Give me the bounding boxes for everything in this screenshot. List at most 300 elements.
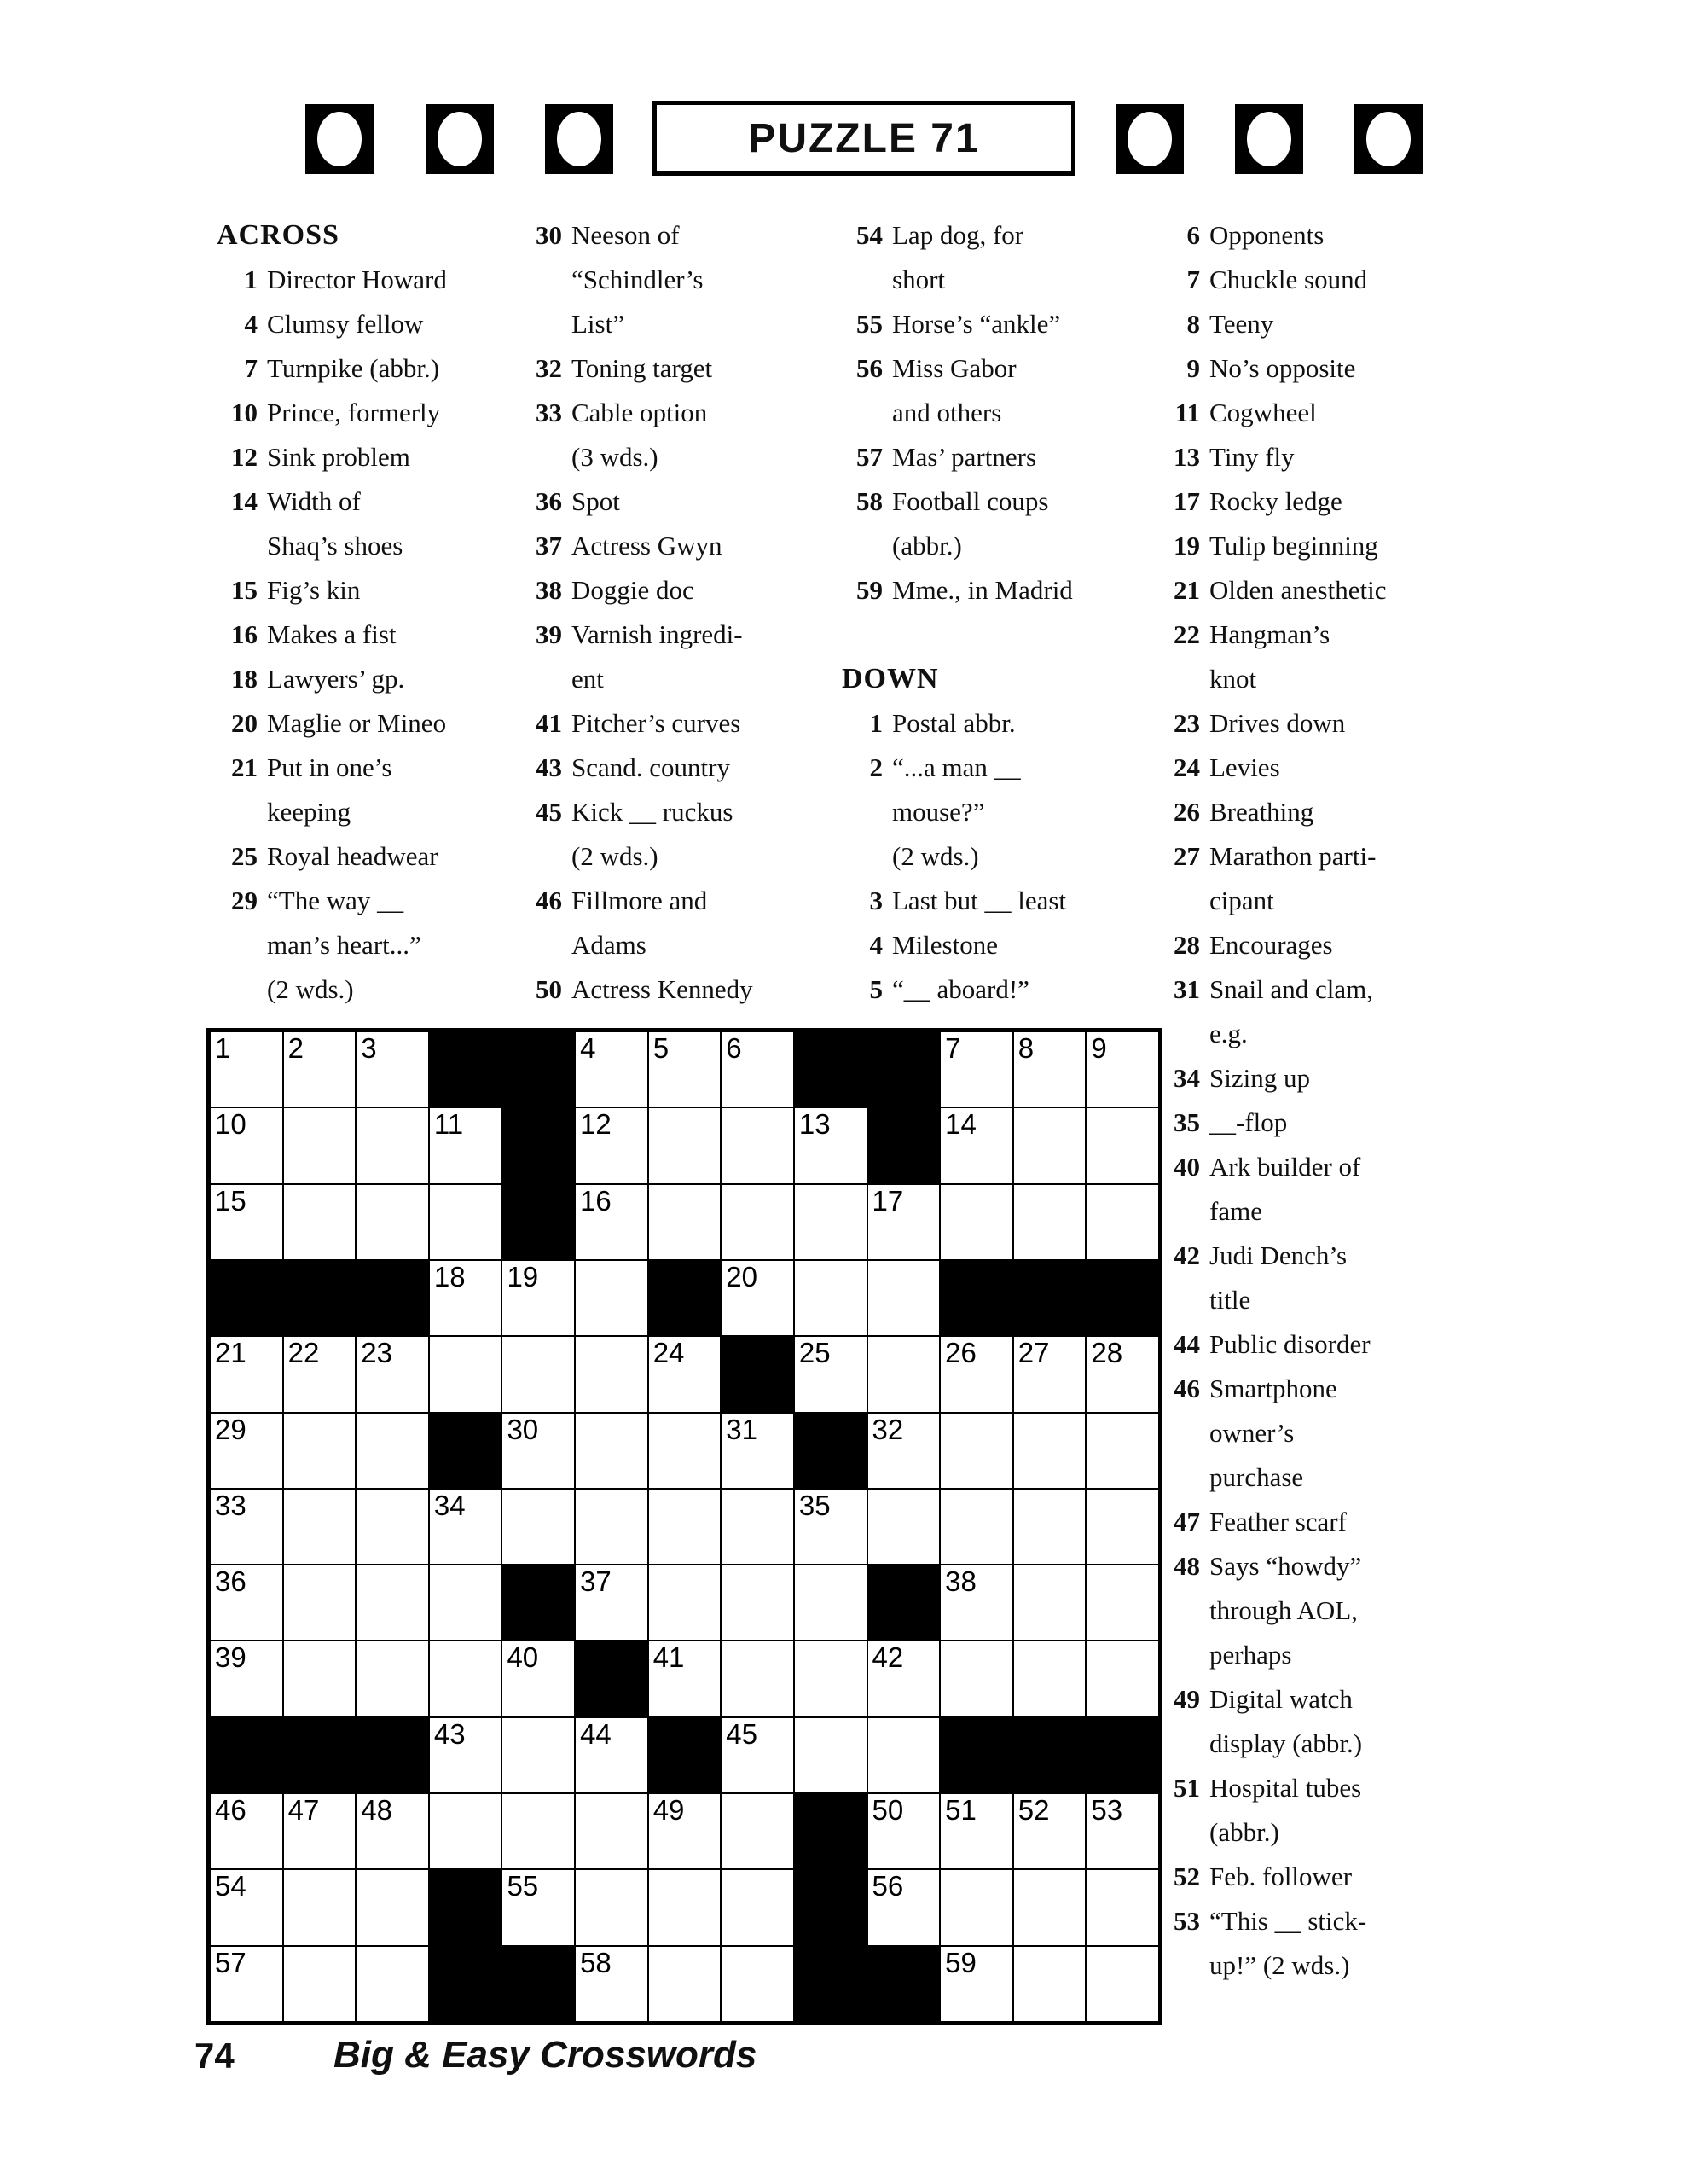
clue-continuation (205, 524, 529, 568)
grid-cell (575, 1260, 648, 1336)
clue-text: Marathon parti- (1209, 841, 1377, 871)
clue (509, 568, 833, 613)
clue-number: 54 (856, 220, 883, 250)
clue (1147, 568, 1514, 613)
clue-text: Public disorder (1209, 1329, 1371, 1359)
clue-text: Says “howdy” (1209, 1551, 1362, 1581)
clue (1147, 302, 1514, 346)
grid-cell-black (794, 1869, 867, 1945)
clue-text: (abbr.) (892, 531, 962, 561)
grid-cell-number: 22 (287, 1337, 320, 1369)
clue-text: __-flop (1209, 1107, 1288, 1137)
clue-number: 44 (1174, 1329, 1200, 1359)
clue-text: Varnish ingredi- (571, 619, 743, 649)
grid-cell-black (356, 1260, 429, 1336)
circle-icon (1128, 112, 1172, 166)
clue-number: 40 (1174, 1152, 1200, 1182)
clue-number: 4 (869, 930, 883, 960)
grid-cell (721, 1869, 794, 1945)
clue-text: Tiny fly (1209, 442, 1295, 472)
puzzle-title: PUZZLE 71 (748, 115, 980, 161)
grid-cell-number: 21 (215, 1337, 246, 1369)
grid-cell (1086, 1793, 1159, 1869)
grid-cell (210, 1565, 283, 1641)
clue-continuation (1147, 1012, 1514, 1056)
grid-cell (1086, 1184, 1159, 1260)
clue (205, 435, 529, 479)
clue-text: “This __ stick- (1209, 1906, 1367, 1936)
grid-cell-number: 58 (580, 1946, 612, 1978)
grid-cell (794, 1260, 867, 1336)
clue (1147, 967, 1514, 1012)
grid-cell-black (1086, 1717, 1159, 1793)
grid-cell (575, 1793, 648, 1869)
clue-text: purchase (1209, 1462, 1304, 1492)
clue (1147, 1500, 1514, 1544)
grid-cell-number: 3 (361, 1032, 377, 1064)
grid-cell-black (648, 1260, 722, 1336)
clue (1147, 213, 1514, 258)
clue (509, 479, 833, 524)
clue (1147, 391, 1514, 435)
clue-number: 12 (231, 442, 258, 472)
grid-cell-black (940, 1717, 1013, 1793)
clue-continuation (1147, 1411, 1514, 1455)
clue-text: Mas’ partners (892, 442, 1037, 472)
grid-cell (648, 1641, 722, 1716)
grid-cell-number: 47 (287, 1794, 320, 1827)
clue-text: Judi Dench’s (1209, 1240, 1348, 1270)
grid-cell (283, 1793, 357, 1869)
clue-text: Maglie or Mineo (267, 708, 447, 738)
grid-cell-black (1013, 1717, 1087, 1793)
grid-cell (1086, 1565, 1159, 1641)
clue (1147, 1677, 1514, 1722)
clue-number: 17 (1174, 486, 1200, 516)
clue (509, 879, 833, 923)
grid-cell-number: 45 (726, 1717, 758, 1750)
grid-cell-black (867, 1107, 941, 1183)
grid-cell (867, 1184, 941, 1260)
clue-text: Digital watch (1209, 1684, 1353, 1714)
clue-continuation (205, 923, 529, 967)
clue-column-down (1147, 213, 1514, 1988)
clue (1147, 1145, 1514, 1189)
clue-continuation (1147, 1189, 1514, 1234)
grid-cell (1086, 1336, 1159, 1412)
clue-number: 49 (1174, 1684, 1200, 1714)
grid-cell (283, 1946, 357, 2022)
clue (1147, 346, 1514, 391)
grid-cell-number: 29 (215, 1413, 246, 1445)
grid-cell-number: 6 (726, 1032, 742, 1064)
clue-number: 3 (869, 886, 883, 915)
clue-text: Prince, formerly (267, 398, 441, 427)
grid-cell-number: 59 (945, 1946, 977, 1978)
ornament-circle-icon (1116, 104, 1184, 174)
grid-cell-black (429, 1946, 502, 2022)
clue (1147, 613, 1514, 657)
clue (205, 479, 529, 524)
grid-cell (210, 1184, 283, 1260)
clue-number: 2 (869, 752, 883, 782)
clue-number: 6 (1186, 220, 1200, 250)
grid-cell (575, 1869, 648, 1945)
grid-cell-number: 41 (652, 1641, 685, 1674)
clue-text: Cable option (571, 398, 708, 427)
grid-cell (429, 1565, 502, 1641)
grid-cell (648, 1869, 722, 1945)
clue-text: Pitcher’s curves (571, 708, 741, 738)
grid-cell (794, 1336, 867, 1412)
clue-number: 1 (869, 708, 883, 738)
grid-cell (210, 1413, 283, 1489)
grid-cell (356, 1641, 429, 1716)
clue-number: 21 (231, 752, 258, 782)
clue-text: “Schindler’s (571, 264, 704, 294)
grid-cell (1013, 1641, 1087, 1716)
grid-cell-number: 24 (652, 1337, 685, 1369)
grid-cell-number: 2 (287, 1032, 304, 1064)
clue-text: Director Howard (267, 264, 447, 294)
grid-cell-number: 14 (945, 1108, 977, 1141)
grid-cell-number: 56 (872, 1870, 904, 1902)
grid-cell (356, 1489, 429, 1565)
clue-text: title (1209, 1285, 1251, 1315)
clue (830, 879, 1150, 923)
grid-cell-black (794, 1031, 867, 1107)
clue-number: 50 (536, 974, 562, 1004)
clue (205, 302, 529, 346)
clue-text: man’s heart...” (267, 930, 421, 960)
clue-text: Sink problem (267, 442, 410, 472)
grid-cell (940, 1489, 1013, 1565)
grid-cell-number: 33 (215, 1489, 246, 1521)
grid-cell-number: 51 (945, 1794, 977, 1827)
grid-cell-black (867, 1031, 941, 1107)
grid-cell-black (721, 1336, 794, 1412)
grid-cell (283, 1641, 357, 1716)
grid-cell-black (1086, 1260, 1159, 1336)
grid-cell-number: 19 (507, 1260, 539, 1292)
clue (1147, 258, 1514, 302)
clue-text: No’s opposite (1209, 353, 1356, 383)
grid-cell (210, 1336, 283, 1412)
grid-cell (648, 1946, 722, 2022)
grid-cell (867, 1413, 941, 1489)
grid-cell (501, 1260, 575, 1336)
clue-continuation (830, 790, 1150, 834)
clue-number: 22 (1174, 619, 1200, 649)
grid-cell-number: 13 (798, 1108, 831, 1141)
grid-cell (283, 1413, 357, 1489)
clue-text: Actress Gwyn (571, 531, 722, 561)
grid-cell-number: 26 (945, 1337, 977, 1369)
clue (1147, 790, 1514, 834)
clue-continuation (1147, 1810, 1514, 1855)
clue-text: Chuckle sound (1209, 264, 1368, 294)
clue (1147, 1234, 1514, 1278)
clue-number: 36 (536, 486, 562, 516)
grid-cell-black (648, 1717, 722, 1793)
clue (1147, 1766, 1514, 1810)
clue-text: up!” (2 wds.) (1209, 1950, 1350, 1980)
clue-text: Royal headwear (267, 841, 438, 871)
clue-continuation (509, 258, 833, 302)
grid-cell-number: 18 (433, 1260, 466, 1292)
grid-cell (429, 1184, 502, 1260)
clue-list-heading: DOWN (842, 663, 939, 694)
grid-cell (429, 1260, 502, 1336)
clue-text: (2 wds.) (892, 841, 979, 871)
clue-text: and others (892, 398, 1002, 427)
grid-cell-black (940, 1260, 1013, 1336)
clue-number: 39 (536, 619, 562, 649)
grid-cell (429, 1793, 502, 1869)
clue-text: Actress Kennedy (571, 974, 753, 1004)
clue-number: 13 (1174, 442, 1200, 472)
clue-continuation (1147, 657, 1514, 701)
grid-cell (356, 1413, 429, 1489)
grid-cell-number: 42 (872, 1641, 904, 1674)
grid-cell (283, 1565, 357, 1641)
clue-continuation (830, 834, 1150, 879)
clue-number: 18 (231, 664, 258, 694)
clue-number: 23 (1174, 708, 1200, 738)
grid-cell (940, 1336, 1013, 1412)
clue (1147, 1101, 1514, 1145)
grid-cell (648, 1489, 722, 1565)
clue-number: 4 (244, 309, 258, 339)
grid-cell (575, 1413, 648, 1489)
grid-cell-number: 15 (215, 1184, 246, 1217)
grid-cell (356, 1336, 429, 1412)
clue-continuation (509, 302, 833, 346)
grid-cell (794, 1565, 867, 1641)
grid-cell (940, 1946, 1013, 2022)
clue-text: Doggie doc (571, 575, 694, 605)
clue-number: 1 (244, 264, 258, 294)
clue-number: 37 (536, 531, 562, 561)
clue-text: Football coups (892, 486, 1049, 516)
grid-cell (940, 1793, 1013, 1869)
clue (205, 834, 529, 879)
grid-cell-number: 16 (580, 1184, 612, 1217)
clue-text: Olden anesthetic (1209, 575, 1387, 605)
grid-cell (1086, 1107, 1159, 1183)
grid-cell (648, 1031, 722, 1107)
grid-cell (575, 1184, 648, 1260)
clue-text: Rocky ledge (1209, 486, 1342, 516)
grid-cell (1013, 1869, 1087, 1945)
grid-cell-number: 43 (433, 1717, 466, 1750)
grid-cell-number: 28 (1091, 1337, 1123, 1369)
clue-text: Spot (571, 486, 620, 516)
clue-text: owner’s (1209, 1418, 1295, 1448)
grid-cell-number: 5 (652, 1032, 670, 1064)
clue-text: “...a man __ (892, 752, 1021, 782)
clue-text: short (892, 264, 945, 294)
circle-icon (557, 112, 601, 166)
grid-cell (356, 1031, 429, 1107)
grid-cell (356, 1184, 429, 1260)
clue (205, 613, 529, 657)
clue-column-across-2 (509, 213, 833, 1012)
clue-number: 34 (1174, 1063, 1200, 1093)
clue-text: Smartphone (1209, 1374, 1337, 1403)
clue-text: (abbr.) (1209, 1817, 1279, 1847)
clue-text: List” (571, 309, 624, 339)
ornament-circle-icon (1235, 104, 1303, 174)
clue-text: Hangman’s (1209, 619, 1330, 649)
clue (1147, 1322, 1514, 1367)
clue (830, 302, 1150, 346)
grid-cell (429, 1717, 502, 1793)
grid-cell (940, 1413, 1013, 1489)
grid-cell (721, 1107, 794, 1183)
clue (205, 701, 529, 746)
circle-icon (317, 112, 362, 166)
clue (1147, 524, 1514, 568)
clue-number: 32 (536, 353, 562, 383)
ornament-circle-icon (1354, 104, 1423, 174)
grid-cell (794, 1107, 867, 1183)
clue-number: 19 (1174, 531, 1200, 561)
clue-text: Teeny (1209, 309, 1274, 339)
clue (1147, 834, 1514, 879)
grid-cell-black (283, 1717, 357, 1793)
clue-number: 7 (1186, 264, 1200, 294)
clue-number: 46 (1174, 1374, 1200, 1403)
grid-cell (210, 1641, 283, 1716)
grid-cell (867, 1717, 941, 1793)
clue-text: Snail and clam, (1209, 974, 1373, 1004)
grid-cell-number: 17 (872, 1184, 904, 1217)
clue-continuation (509, 923, 833, 967)
clue-continuation (1147, 1455, 1514, 1500)
grid-cell (210, 1031, 283, 1107)
grid-cell (1013, 1107, 1087, 1183)
clue-text: Toning target (571, 353, 713, 383)
clue-text: Put in one’s (267, 752, 392, 782)
grid-cell (283, 1031, 357, 1107)
grid-cell (1013, 1793, 1087, 1869)
clue-text: Feb. follower (1209, 1862, 1353, 1891)
clue-continuation (1147, 1589, 1514, 1633)
clue-number: 25 (231, 841, 258, 871)
grid-cell (867, 1260, 941, 1336)
grid-cell (356, 1869, 429, 1945)
crossword-grid (206, 1028, 1162, 2025)
clue-text: Lawyers’ gp. (267, 664, 405, 694)
clue-number: 31 (1174, 974, 1200, 1004)
ornament-circle-icon (545, 104, 613, 174)
clue-continuation (1147, 1633, 1514, 1677)
grid-cell (648, 1793, 722, 1869)
clue-text: Feather scarf (1209, 1507, 1347, 1536)
clue-number: 20 (231, 708, 258, 738)
grid-cell (721, 1489, 794, 1565)
grid-cell (356, 1107, 429, 1183)
clue-number: 56 (856, 353, 883, 383)
clue-text: Cogwheel (1209, 398, 1317, 427)
clue-text: Ark builder of (1209, 1152, 1361, 1182)
clue (1147, 1056, 1514, 1101)
clue-number: 24 (1174, 752, 1200, 782)
grid-cell (648, 1184, 722, 1260)
clue-text: (3 wds.) (571, 442, 658, 472)
clue-text: Sizing up (1209, 1063, 1310, 1093)
clue-continuation (509, 435, 833, 479)
clue-number: 7 (244, 353, 258, 383)
clue-text: keeping (267, 797, 351, 827)
grid-cell-black (794, 1413, 867, 1489)
clue-continuation (205, 967, 529, 1012)
clue (830, 213, 1150, 258)
grid-cell-black (575, 1641, 648, 1716)
clue (1147, 1367, 1514, 1411)
clue-number: 59 (856, 575, 883, 605)
grid-cell-number: 11 (433, 1108, 464, 1141)
grid-cell (1013, 1184, 1087, 1260)
grid-cell (501, 1869, 575, 1945)
clue (509, 746, 833, 790)
clue-number: 52 (1174, 1862, 1200, 1891)
clue-text: “The way __ (267, 886, 404, 915)
clue-number: 48 (1174, 1551, 1200, 1581)
clue-number: 53 (1174, 1906, 1200, 1936)
grid-cell (940, 1565, 1013, 1641)
clue-number: 21 (1174, 575, 1200, 605)
clue-number: 26 (1174, 797, 1200, 827)
page-number: 74 (194, 2036, 235, 2076)
grid-cell (867, 1869, 941, 1945)
grid-cell (356, 1793, 429, 1869)
grid-cell-number: 25 (798, 1337, 831, 1369)
clue-text: ent (571, 664, 604, 694)
grid-cell-number: 52 (1017, 1794, 1050, 1827)
book-title: Big & Easy Crosswords (333, 2034, 757, 2076)
grid-cell (721, 1565, 794, 1641)
clue (205, 746, 529, 790)
clue-number: 14 (231, 486, 258, 516)
grid-cell (721, 1946, 794, 2022)
grid-cell (940, 1641, 1013, 1716)
grid-cell (210, 1107, 283, 1183)
grid-cell (867, 1489, 941, 1565)
clue (509, 613, 833, 657)
grid-cell (575, 1565, 648, 1641)
grid-cell-number: 55 (507, 1870, 539, 1902)
grid-cell-number: 50 (872, 1794, 904, 1827)
clue-text: perhaps (1209, 1640, 1292, 1670)
clue-number: 28 (1174, 930, 1200, 960)
clue-text: Horse’s “ankle” (892, 309, 1061, 339)
grid-cell (575, 1031, 648, 1107)
clue-text: Hospital tubes (1209, 1773, 1362, 1803)
clue (205, 568, 529, 613)
clue-continuation (1147, 1943, 1514, 1988)
grid-cell-number: 46 (215, 1794, 246, 1827)
clue-text: knot (1209, 664, 1257, 694)
spacer (830, 613, 1150, 657)
grid-cell-number: 27 (1017, 1337, 1050, 1369)
clue-text: Opponents (1209, 220, 1325, 250)
clue-number: 42 (1174, 1240, 1200, 1270)
clue-continuation (1147, 1722, 1514, 1766)
clue-text: Adams (571, 930, 646, 960)
clue (830, 923, 1150, 967)
